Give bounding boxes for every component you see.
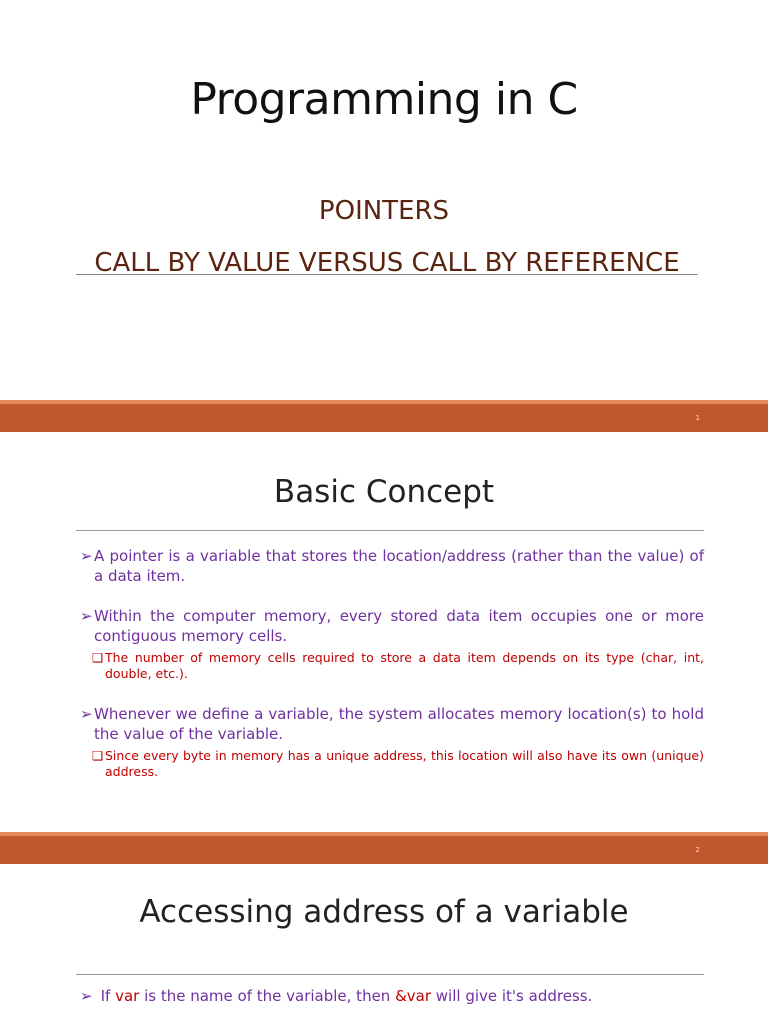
- bullet-text-part: is the name of the variable, then: [139, 987, 396, 1005]
- slide-1-footer-band: [0, 400, 768, 432]
- sub-bullet-unique-address: [92, 748, 704, 780]
- slide-2-title: Basic Concept: [273, 474, 495, 510]
- slide-3: [0, 864, 768, 1024]
- slide-3-title: Accessing address of a variable: [139, 894, 629, 930]
- sub-bullet-text: The number of memory cells required to store a data item depends on its type (char, int, double, etc.).: [105, 650, 704, 681]
- bullet-variable-allocation: [80, 704, 704, 744]
- bullet-text-part: will give it's address.: [431, 987, 593, 1005]
- bullet-text: Whenever we define a variable, the system allocates memory location(s) to hold the value of the variable.: [94, 705, 704, 743]
- sub-bullet-cell-count: [92, 650, 704, 682]
- slide-2-bullet-list: [80, 546, 704, 802]
- sub-bullet-text: Since every byte in memory has a unique address, this location will also have its own (unique) address.: [105, 748, 704, 779]
- arrow-bullet-icon: ➢: [80, 607, 93, 625]
- slide-1: [0, 0, 768, 400]
- slide-1-subtitle-pointers: POINTERS: [318, 196, 450, 226]
- slide-2: [0, 432, 768, 832]
- slide-1-footer-band-highlight: [0, 400, 768, 404]
- bullet-pointer-definition: [80, 546, 704, 586]
- square-bullet-icon: ❑: [92, 650, 104, 665]
- slide-3-divider: [76, 974, 704, 975]
- slide-1-title: Programming in C: [190, 74, 578, 125]
- slide-1-number: 1: [695, 414, 700, 422]
- square-bullet-icon: ❑: [92, 748, 104, 763]
- bullet-address-operator: [80, 987, 592, 1005]
- slide-2-divider: [76, 530, 704, 531]
- address-operator-keyword: &var: [395, 987, 432, 1005]
- bullet-memory-cells: [80, 606, 704, 646]
- bullet-text: A pointer is a variable that stores the location/address (rather than the value) of a data item.: [94, 547, 704, 585]
- slide-2-footer-band-highlight: [0, 832, 768, 836]
- arrow-bullet-icon: ➢: [80, 705, 93, 723]
- bullet-text-part: If: [100, 987, 116, 1005]
- var-keyword: var: [115, 987, 140, 1005]
- slide-2-number: 2: [695, 846, 700, 854]
- arrow-bullet-icon: ➢: [80, 547, 93, 565]
- slide-1-subtitle-call: CALL BY VALUE VERSUS CALL BY REFERENCE: [94, 248, 680, 278]
- slide-2-footer-band: [0, 832, 768, 864]
- bullet-text: Within the computer memory, every stored data item occupies one or more contiguous memory cells.: [94, 607, 704, 645]
- arrow-bullet-icon: ➢: [80, 987, 93, 1005]
